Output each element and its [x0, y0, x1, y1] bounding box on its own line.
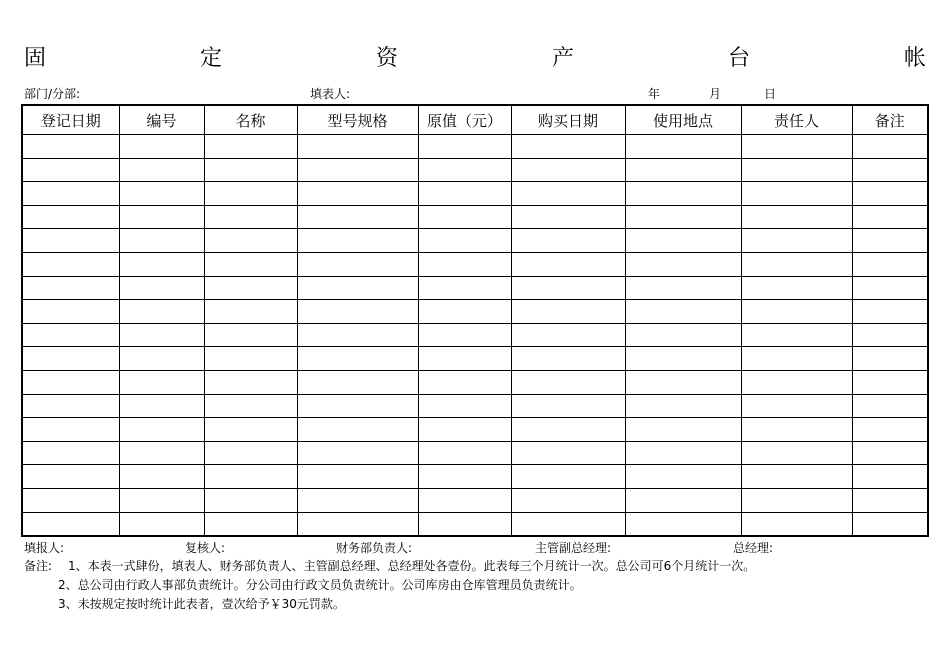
table-cell[interactable]	[625, 182, 741, 206]
note-line: 3、未按规定按时统计此表者，壹次给予￥30元罚款。	[58, 597, 345, 611]
column-header: 登记日期	[22, 105, 119, 135]
table-cell[interactable]	[204, 229, 297, 253]
table-cell[interactable]	[418, 300, 511, 324]
column-header: 原值（元）	[418, 105, 511, 135]
table-cell[interactable]	[22, 323, 119, 347]
table-cell[interactable]	[418, 252, 511, 276]
table-cell[interactable]	[119, 323, 204, 347]
table-cell[interactable]	[625, 441, 741, 465]
table-cell[interactable]	[852, 347, 928, 371]
table-cell[interactable]	[119, 441, 204, 465]
table-cell[interactable]	[418, 512, 511, 536]
table-cell[interactable]	[511, 252, 625, 276]
note-line: 2、总公司由行政人事部负责统计。分公司由行政文员负责统计。公司库房由仓库管理员负责统计。	[58, 578, 582, 592]
table-row	[22, 182, 928, 206]
table-cell[interactable]	[741, 418, 852, 442]
column-header: 使用地点	[625, 105, 741, 135]
table-cell[interactable]	[852, 135, 928, 159]
table-cell[interactable]	[119, 300, 204, 324]
table-cell[interactable]	[511, 347, 625, 371]
table-cell[interactable]	[511, 158, 625, 182]
table-cell[interactable]	[204, 323, 297, 347]
table-cell[interactable]	[297, 205, 418, 229]
table-cell[interactable]	[22, 465, 119, 489]
table-cell[interactable]	[852, 276, 928, 300]
table-cell[interactable]	[119, 205, 204, 229]
table-cell[interactable]	[297, 347, 418, 371]
table-cell[interactable]	[418, 441, 511, 465]
table-cell[interactable]	[297, 135, 418, 159]
table-row	[22, 323, 928, 347]
table-cell[interactable]	[418, 158, 511, 182]
table-cell[interactable]	[204, 276, 297, 300]
table-cell[interactable]	[511, 465, 625, 489]
table-cell[interactable]	[852, 158, 928, 182]
table-cell[interactable]	[741, 158, 852, 182]
table-cell[interactable]	[625, 252, 741, 276]
table-row	[22, 205, 928, 229]
title-char: 帐	[904, 46, 927, 71]
table-cell[interactable]	[204, 135, 297, 159]
table-cell[interactable]	[22, 394, 119, 418]
reviewer-label: 复核人:	[185, 541, 226, 555]
table-cell[interactable]	[511, 182, 625, 206]
title-char: 产	[552, 46, 575, 71]
table-row	[22, 370, 928, 394]
note-line: 1、本表一式肆份，填表人、财务部负责人、主管副总经理、总经理处各壹份。此表每三个月统计一次。总公司可6个月统计一次。	[68, 559, 756, 573]
table-cell[interactable]	[297, 158, 418, 182]
table-row	[22, 465, 928, 489]
table-cell[interactable]	[204, 205, 297, 229]
table-cell[interactable]	[741, 135, 852, 159]
department-label: 部门/分部:	[24, 87, 81, 101]
table-cell[interactable]	[852, 252, 928, 276]
table-cell[interactable]	[119, 229, 204, 253]
notes-label: 备注:	[24, 559, 53, 573]
table-cell[interactable]	[852, 512, 928, 536]
table-cell[interactable]	[119, 135, 204, 159]
table-cell[interactable]	[511, 418, 625, 442]
table-row	[22, 488, 928, 512]
column-header: 型号规格	[297, 105, 418, 135]
title-char: 资	[376, 46, 399, 71]
table-cell[interactable]	[625, 370, 741, 394]
table-row	[22, 347, 928, 371]
table-cell[interactable]	[852, 394, 928, 418]
column-header: 购买日期	[511, 105, 625, 135]
year-label: 年	[648, 87, 661, 101]
table-cell[interactable]	[418, 276, 511, 300]
table-row	[22, 441, 928, 465]
table-cell[interactable]	[511, 300, 625, 324]
table-cell[interactable]	[625, 347, 741, 371]
table-cell[interactable]	[22, 300, 119, 324]
table-cell[interactable]	[204, 347, 297, 371]
table-cell[interactable]	[852, 323, 928, 347]
table-cell[interactable]	[625, 323, 741, 347]
finance-head-label: 财务部负责人:	[336, 541, 413, 555]
table-cell[interactable]	[297, 370, 418, 394]
table-row	[22, 394, 928, 418]
table-cell[interactable]	[204, 512, 297, 536]
table-cell[interactable]	[119, 158, 204, 182]
table-cell[interactable]	[852, 488, 928, 512]
table-cell[interactable]	[852, 370, 928, 394]
table-cell[interactable]	[625, 300, 741, 324]
table-cell[interactable]	[297, 418, 418, 442]
table-cell[interactable]	[625, 394, 741, 418]
table-cell[interactable]	[22, 276, 119, 300]
table-cell[interactable]	[297, 182, 418, 206]
table-cell[interactable]	[418, 418, 511, 442]
table-cell[interactable]	[741, 182, 852, 206]
table-cell[interactable]	[511, 229, 625, 253]
table-cell[interactable]	[297, 300, 418, 324]
table-cell[interactable]	[204, 158, 297, 182]
table-cell[interactable]	[418, 229, 511, 253]
table-cell[interactable]	[511, 394, 625, 418]
table-cell[interactable]	[204, 465, 297, 489]
table-cell[interactable]	[625, 135, 741, 159]
table-cell[interactable]	[119, 182, 204, 206]
table-cell[interactable]	[741, 441, 852, 465]
table-cell[interactable]	[741, 229, 852, 253]
title-char: 台	[728, 46, 751, 71]
table-row	[22, 135, 928, 159]
column-header: 备注	[852, 105, 928, 135]
table-cell[interactable]	[625, 512, 741, 536]
table-header-row	[22, 105, 928, 135]
table-cell[interactable]	[852, 205, 928, 229]
table-cell[interactable]	[625, 418, 741, 442]
table-row	[22, 229, 928, 253]
table-cell[interactable]	[119, 347, 204, 371]
table-cell[interactable]	[511, 488, 625, 512]
filler-label: 填表人:	[310, 87, 351, 101]
table-cell[interactable]	[22, 418, 119, 442]
table-cell[interactable]	[22, 229, 119, 253]
table-cell[interactable]	[625, 229, 741, 253]
table-body	[22, 135, 928, 537]
table-cell[interactable]	[741, 488, 852, 512]
table-cell[interactable]	[852, 441, 928, 465]
table-cell[interactable]	[22, 370, 119, 394]
table-cell[interactable]	[852, 182, 928, 206]
table-cell[interactable]	[852, 300, 928, 324]
table-cell[interactable]	[297, 512, 418, 536]
table-cell[interactable]	[418, 135, 511, 159]
title-char: 固	[24, 46, 47, 71]
table-cell[interactable]	[22, 252, 119, 276]
table-row	[22, 252, 928, 276]
table-cell[interactable]	[741, 347, 852, 371]
table-cell[interactable]	[204, 418, 297, 442]
table-cell[interactable]	[625, 488, 741, 512]
table-cell[interactable]	[741, 276, 852, 300]
reporter-label: 填报人:	[24, 541, 65, 555]
table-cell[interactable]	[22, 441, 119, 465]
table-cell[interactable]	[204, 370, 297, 394]
table-cell[interactable]	[418, 323, 511, 347]
table-cell[interactable]	[418, 370, 511, 394]
table-cell[interactable]	[297, 488, 418, 512]
table-row	[22, 276, 928, 300]
gm-label: 总经理:	[733, 541, 774, 555]
table-cell[interactable]	[119, 276, 204, 300]
table-cell[interactable]	[852, 465, 928, 489]
table-cell[interactable]	[625, 276, 741, 300]
table-row	[22, 158, 928, 182]
table-cell[interactable]	[22, 205, 119, 229]
day-label: 日	[764, 87, 777, 101]
table-cell[interactable]	[297, 276, 418, 300]
table-cell[interactable]	[418, 347, 511, 371]
table-cell[interactable]	[741, 323, 852, 347]
table-cell[interactable]	[22, 158, 119, 182]
table-cell[interactable]	[204, 441, 297, 465]
table-cell[interactable]	[297, 465, 418, 489]
table-cell[interactable]	[204, 182, 297, 206]
table-cell[interactable]	[119, 252, 204, 276]
table-cell[interactable]	[741, 465, 852, 489]
table-cell[interactable]	[741, 252, 852, 276]
table-cell[interactable]	[204, 300, 297, 324]
table-cell[interactable]	[852, 418, 928, 442]
table-cell[interactable]	[204, 488, 297, 512]
table-cell[interactable]	[511, 135, 625, 159]
table-cell[interactable]	[204, 252, 297, 276]
table-cell[interactable]	[119, 418, 204, 442]
table-cell[interactable]	[511, 323, 625, 347]
table-cell[interactable]	[511, 512, 625, 536]
table-cell[interactable]	[741, 512, 852, 536]
table-cell[interactable]	[297, 252, 418, 276]
table-row	[22, 512, 928, 536]
table-cell[interactable]	[625, 465, 741, 489]
table-cell[interactable]	[511, 370, 625, 394]
table-cell[interactable]	[297, 323, 418, 347]
table-cell[interactable]	[22, 135, 119, 159]
month-label: 月	[709, 87, 722, 101]
column-header: 编号	[119, 105, 204, 135]
table-cell[interactable]	[22, 347, 119, 371]
table-cell[interactable]	[297, 229, 418, 253]
table-cell[interactable]	[418, 205, 511, 229]
table-cell[interactable]	[418, 465, 511, 489]
deputy-gm-label: 主管副总经理:	[535, 541, 612, 555]
table-cell[interactable]	[22, 512, 119, 536]
table-row	[22, 418, 928, 442]
table-cell[interactable]	[297, 441, 418, 465]
table-cell[interactable]	[22, 182, 119, 206]
table-row	[22, 300, 928, 324]
table-cell[interactable]	[511, 441, 625, 465]
table-cell[interactable]	[119, 488, 204, 512]
table-cell[interactable]	[625, 205, 741, 229]
table-cell[interactable]	[119, 394, 204, 418]
table-cell[interactable]	[418, 394, 511, 418]
table-cell[interactable]	[119, 465, 204, 489]
table-cell[interactable]	[22, 488, 119, 512]
table-cell[interactable]	[297, 394, 418, 418]
page-title	[24, 44, 928, 74]
table-cell[interactable]	[119, 512, 204, 536]
column-header: 名称	[204, 105, 297, 135]
table-cell[interactable]	[511, 205, 625, 229]
table-cell[interactable]	[418, 182, 511, 206]
table-cell[interactable]	[741, 300, 852, 324]
table-cell[interactable]	[625, 158, 741, 182]
table-cell[interactable]	[204, 394, 297, 418]
table-cell[interactable]	[741, 394, 852, 418]
table-cell[interactable]	[119, 370, 204, 394]
asset-ledger-table	[21, 104, 929, 537]
title-char: 定	[200, 46, 223, 71]
column-header: 责任人	[741, 105, 852, 135]
table-cell[interactable]	[741, 205, 852, 229]
table-cell[interactable]	[511, 276, 625, 300]
table-cell[interactable]	[852, 229, 928, 253]
table-cell[interactable]	[418, 488, 511, 512]
table-cell[interactable]	[741, 370, 852, 394]
